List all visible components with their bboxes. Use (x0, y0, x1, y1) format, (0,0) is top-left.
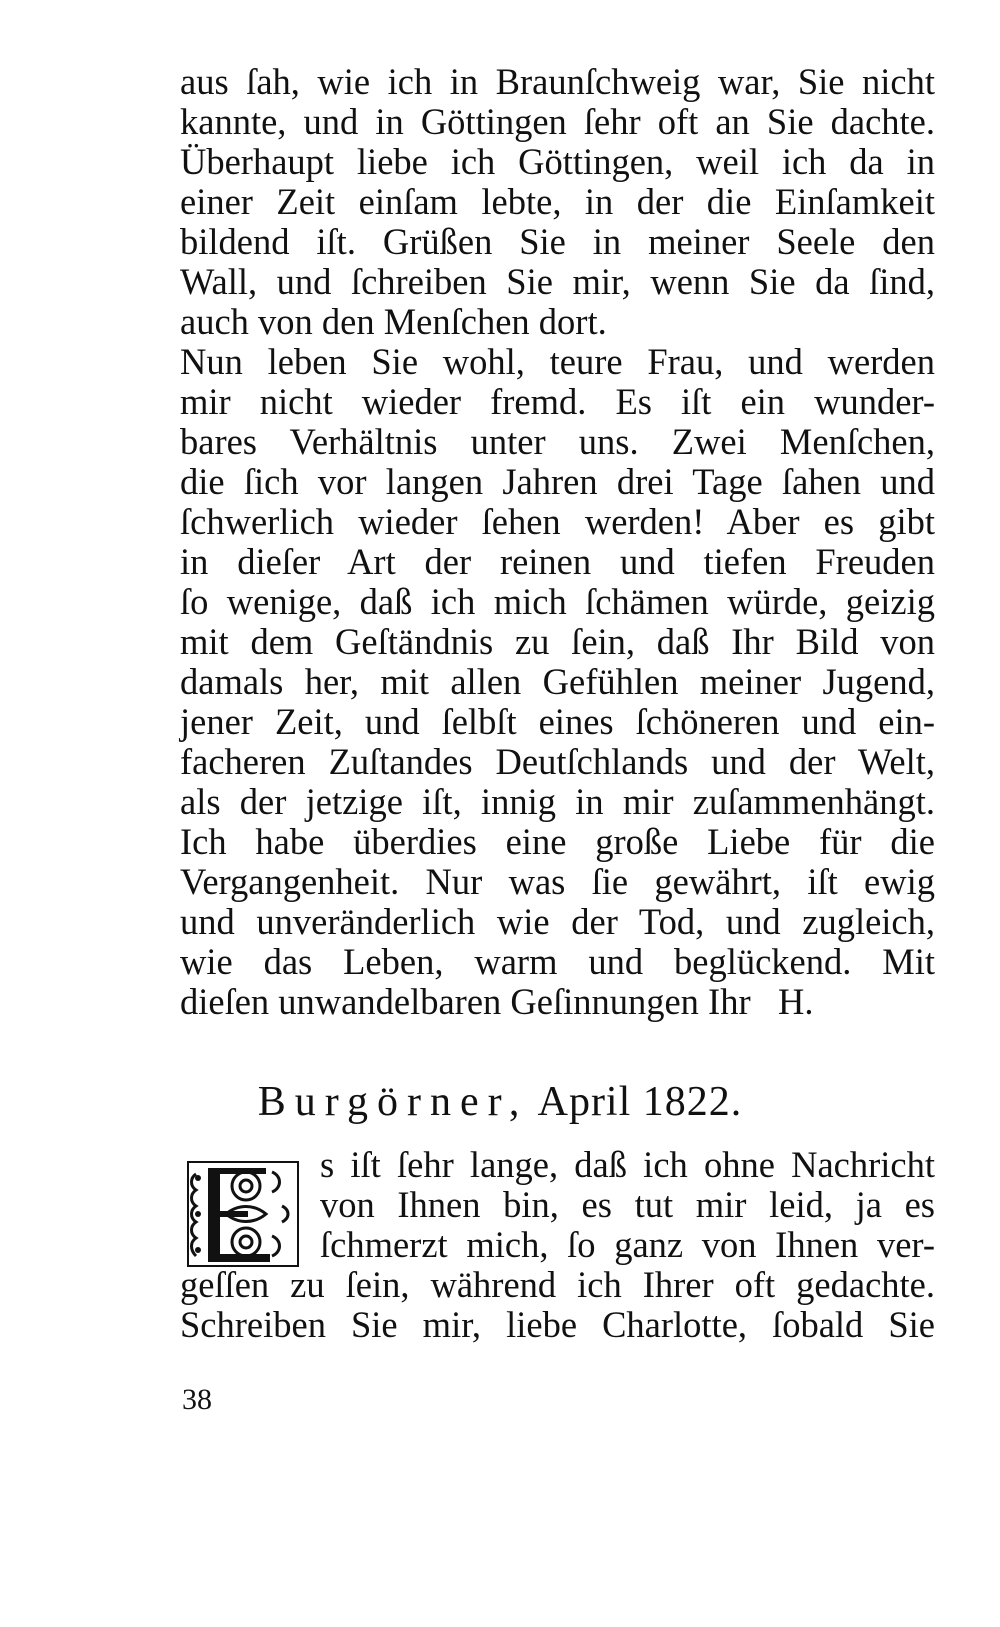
text-line: Schreiben Sie mir, liebe Charlotte, ſobald Sie (180, 1304, 935, 1345)
text-line: facheren Zuſtandes Deutſchlands und der Welt, (180, 741, 935, 782)
text-line: ſo wenige, daß ich mich ſchämen würde, geizig (180, 581, 935, 622)
text-line: Überhaupt liebe ich Göttingen, weil ich da in (180, 141, 935, 182)
text-line: ſchwerlich wieder ſehen werden! Aber es gibt (180, 501, 935, 542)
heading-date: April 1822. (537, 1079, 743, 1125)
text-line: die ſich vor langen Jahren drei Tage ſahen und (180, 461, 935, 502)
text-line: Nun leben Sie wohl, teure Frau, und werden (180, 341, 935, 382)
text-line: ſchmerzt mich, ſo ganz von Ihnen ver- (320, 1224, 935, 1265)
text-line: bares Verhältnis unter uns. Zwei Menſchen, (180, 421, 935, 462)
text-line: s iſt ſehr lange, daß ich ohne Nachricht (320, 1144, 935, 1185)
text-line: jener Zeit, und ſelbſt eines ſchöneren und ein- (180, 701, 935, 742)
letter-heading (0, 1072, 1000, 1132)
text-line: mir nicht wieder fremd. Es iſt ein wunder- (180, 381, 935, 422)
text-line: Vergangenheit. Nur was ſie gewährt, iſt ewig (180, 861, 935, 902)
text-line: bildend iſt. Grüßen Sie in meiner Seele den (180, 221, 935, 262)
text-line: kannte, und in Göttingen ſehr oft an Sie dachte. (180, 101, 935, 142)
text-line: in dieſer Art der reinen und tiefen Freuden (180, 541, 935, 582)
text-line: einer Zeit einſam lebte, in der die Einſamkeit (180, 181, 935, 222)
signature-line: dieſen unwandelbaren Geſinnungen Ihr H. (180, 981, 814, 1022)
text-line: als der jetzige iſt, innig in mir zuſammenhängt. (180, 781, 935, 822)
text-line: und unveränderlich wie der Tod, und zugleich, (180, 901, 935, 942)
text-line: auch von den Menſchen dort. (180, 301, 607, 342)
heading-place: Burgörner, (257, 1079, 529, 1125)
text-line: wie das Leben, warm und beglückend. Mit (180, 941, 935, 982)
text-line: mit dem Geſtändnis zu ſein, daß Ihr Bild von (180, 621, 935, 662)
page-number: 38 (182, 1383, 212, 1416)
text-line: damals her, mit allen Gefühlen meiner Jugend, (180, 661, 935, 702)
text-line: geſſen zu ſein, während ich Ihrer oft gedachte. (180, 1264, 935, 1305)
ornamental-dropcap-e (186, 1160, 300, 1268)
text-line: Wall, und ſchreiben Sie mir, wenn Sie da ſind, (180, 261, 935, 302)
text-line: aus ſah, wie ich in Braunſchweig war, Sie nicht (180, 61, 935, 102)
text-line: Ich habe überdies eine große Liebe für die (180, 821, 935, 862)
text-line: von Ihnen bin, es tut mir leid, ja es (320, 1184, 935, 1225)
